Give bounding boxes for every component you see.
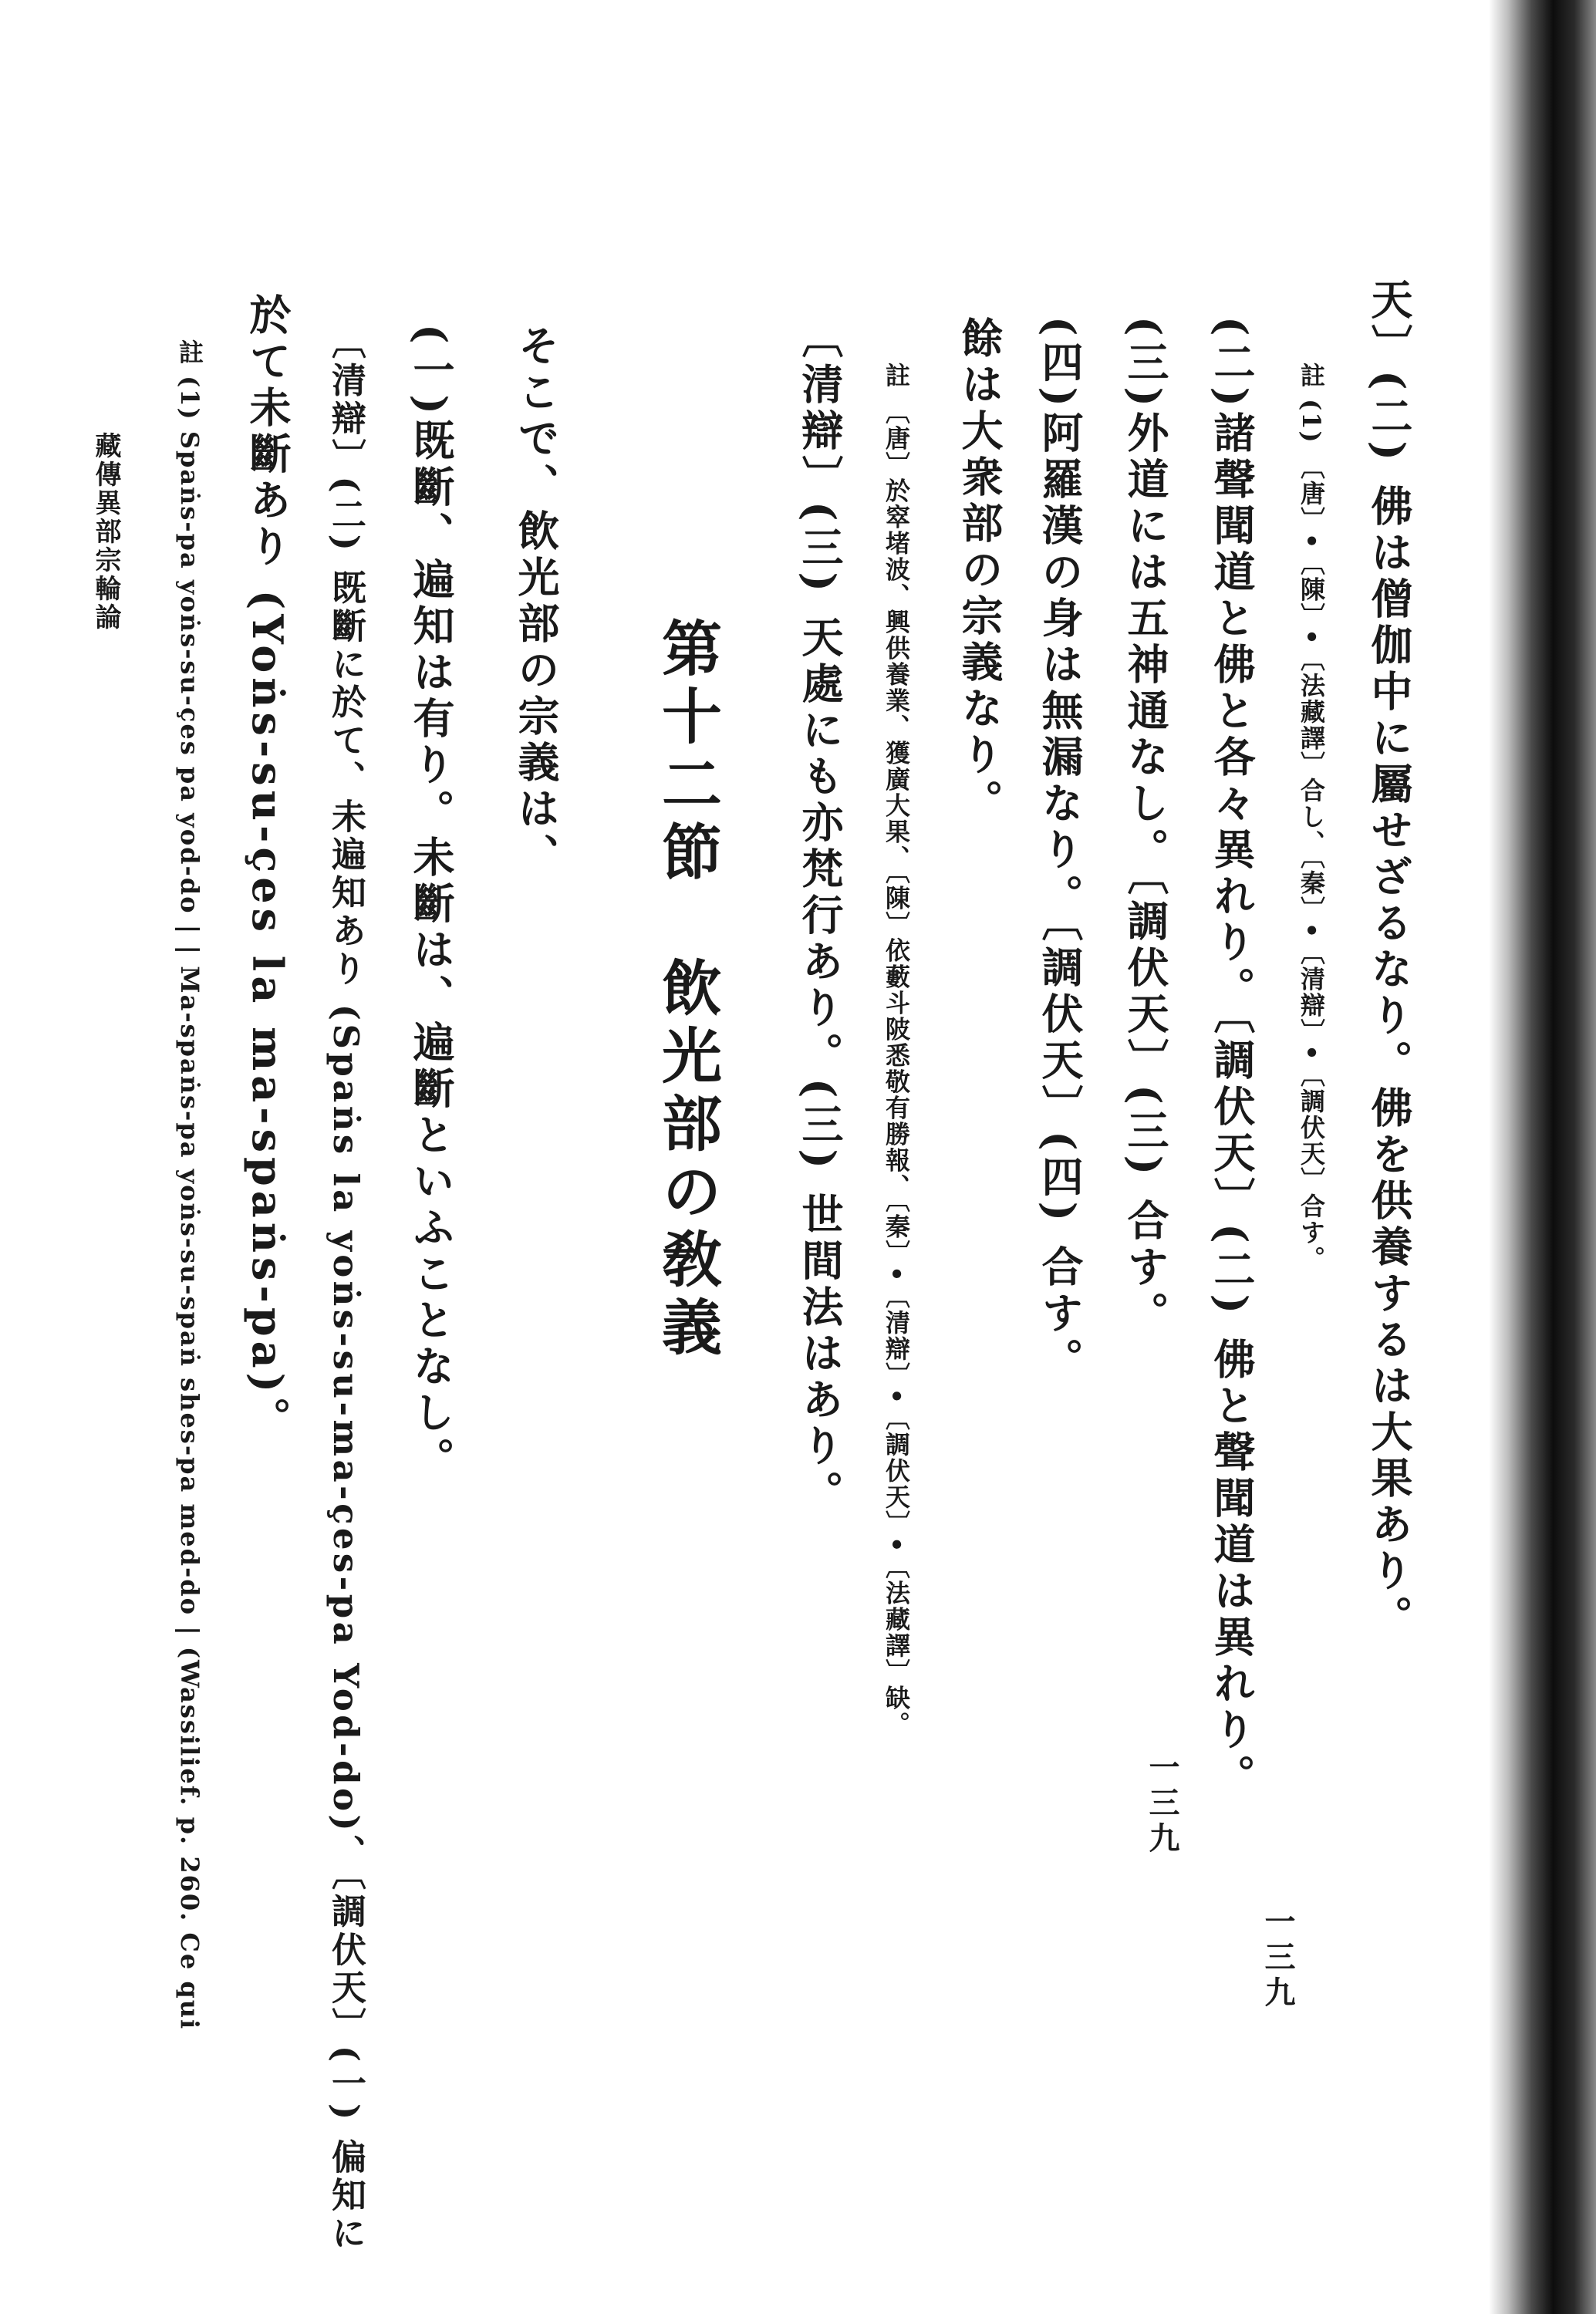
text-line: 〔清辯〕(二) 既斷に於て、未遍知あり (Spaṅs la yoṅs-su-ma-çes-pa Yod-do)、〔調伏天〕(一) 偏知に: [325, 324, 366, 2253]
text-line: 餘は大衆部の宗義なり。: [955, 316, 1004, 825]
running-head: 藏傳異部宗輪論: [90, 432, 121, 632]
text-line: (一)既斷、遍知は有り。未斷は、遍斷といふことなし。: [407, 324, 456, 1484]
text-line: (三)外道には五神通なし。〔調伏天〕(三) 合す。: [1121, 316, 1170, 1337]
margin-page-number: 一三九: [1260, 1905, 1296, 2012]
text-line: 天〕(二) 佛は僧伽中に屬せざるなり。佛を供養するは大果あり。: [1365, 278, 1414, 1641]
footnote-line: 註 (1) 〔唐〕•〔陳〕•〔法藏譯〕合し、〔秦〕•〔清辯〕•〔調伏天〕合す。: [1297, 363, 1326, 1272]
text-line: 於て未斷あり (Yoṅs-su-çes la ma-spaṅs-pa)。: [243, 293, 292, 1444]
page-number: 一三九: [1144, 1751, 1180, 1857]
footnote-line: 註 (1) Spaṅs-pa yoṅs-su-çes pa yod-do | | Ma-spaṅs-pa yoṅs-su-spaṅ shes-pa med-do | (Wassilief. p. 260. Ce qui: [175, 339, 204, 2031]
page-edge-shadow: [1489, 0, 1596, 2314]
text-line: (四)阿羅漢の身は無漏なり。〔調伏天〕(四) 合す。: [1035, 316, 1085, 1384]
text-line: (二)諸聲聞道と佛と各々異れり。〔調伏天〕(二) 佛と聲聞道は異れり。: [1207, 316, 1257, 1800]
text-line: そこで、飲光部の宗義は、: [511, 324, 561, 879]
text-line: 〔清辯〕(三) 天處にも亦梵行あり。(三) 世間法はあり。: [795, 316, 845, 1516]
footnote-line: 註 〔唐〕於窣堵波、興供養業、獲廣大果、〔陳〕依藪斗陂悉敬有勝報、〔秦〕•〔清辯〕•〔調伏天〕•〔法藏譯〕缺。: [882, 363, 911, 1738]
section-heading: 第十二節 飲光部の敎義: [652, 617, 722, 1364]
